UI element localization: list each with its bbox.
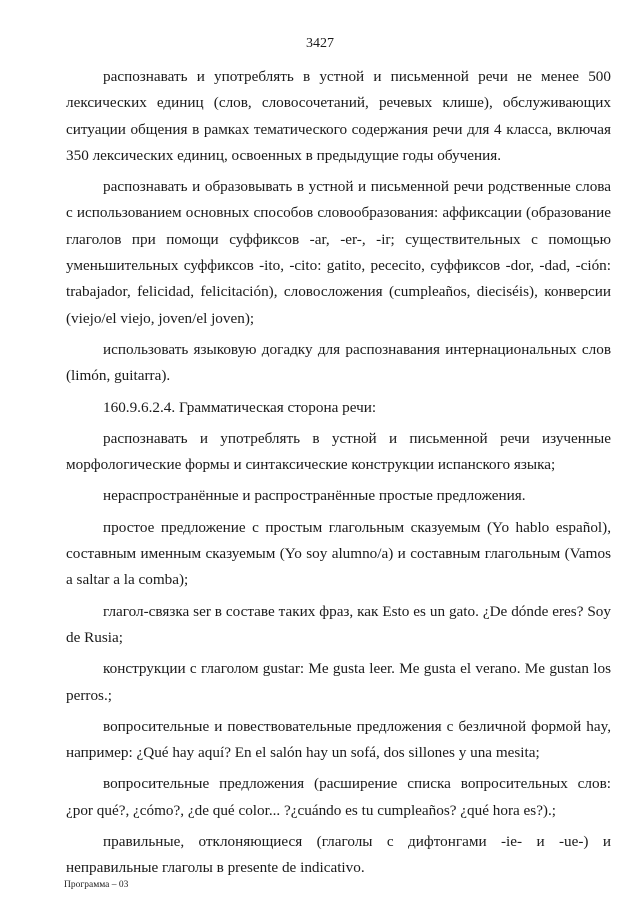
page-number: 3427 bbox=[306, 36, 334, 51]
paragraph-question-words: вопросительные предложения (расширение списка вопросительных слов: ¿por qué?, ¿cómo?, ¿de qué color... ?¿cuándo es tu cumpleaños? ¿qué hora es?).; bbox=[66, 775, 611, 819]
paragraph-language-guess: использовать языковую догадку для распознавания интернациональных слов (limón, guitarra). bbox=[66, 340, 611, 385]
paragraph-hay-sentences: вопросительные и повествовательные предложения с безличной формой hay, например: ¿Qué hay aquí? En el salón hay un sofá, dos sillones y una mesita; bbox=[66, 717, 611, 762]
document-body bbox=[66, 64, 611, 887]
paragraph-simple-sentences: нераспространённые и распространённые простые предложения. bbox=[103, 487, 526, 505]
paragraph-simple-predicate: простое предложение с простым глагольным сказуемым (Yo hablo español), составным именным сказуемым (Yo soy alumno/a) и составным глагольным (Vamos a saltar a la comba); bbox=[66, 518, 611, 589]
paragraph-vocabulary-recognition: распознавать и употреблять в устной и письменной речи не менее 500 лексических единиц (слов, словосочетаний, речевых клише), обслуживающих ситуации общения в рамках тематического содержания речи для 4 класса, включая 350 лексических единиц, освоенных в предыдущие годы обучения. bbox=[66, 68, 611, 164]
paragraph-morphological-forms: распознавать и употреблять в устной и письменной речи изученные морфологические формы и синтаксические конструкции испанского языка; bbox=[66, 429, 611, 474]
section-heading-grammar: 160.9.6.2.4. Грамматическая сторона речи: bbox=[103, 398, 377, 416]
footer-program-label: Программа – 03 bbox=[64, 880, 129, 890]
paragraph-word-formation: распознавать и образовывать в устной и письменной речи родственные слова с использованием основных способов словообразования: аффиксации (образование глаголов при помощи суффиксов -ar, -er-, -ir; существительных с помощью уменьшительных суффиксов -ito, -cito: gatito, pececito, суффиксов -dor, -dad, -ción: trabajador, felicidad, felicitación), словосложения (cumpleaños, dieciséis), конверсии (viejo/el viejo, joven/el joven); bbox=[66, 178, 611, 327]
paragraph-linking-verb: глагол-связка ser в составе таких фраз, как Esto es un gato. ¿De dónde eres? Soy de Rusia; bbox=[66, 602, 611, 646]
paragraph-verbs-presente: правильные, отклоняющиеся (глаголы с дифтонгами -ie- и -ue-) и неправильные глаголы в presente de indicativo. bbox=[66, 833, 611, 877]
paragraph-gustar-constructions: конструкции с глаголом gustar: Me gusta leer. Me gusta el verano. Me gustan los perros.; bbox=[66, 660, 611, 704]
